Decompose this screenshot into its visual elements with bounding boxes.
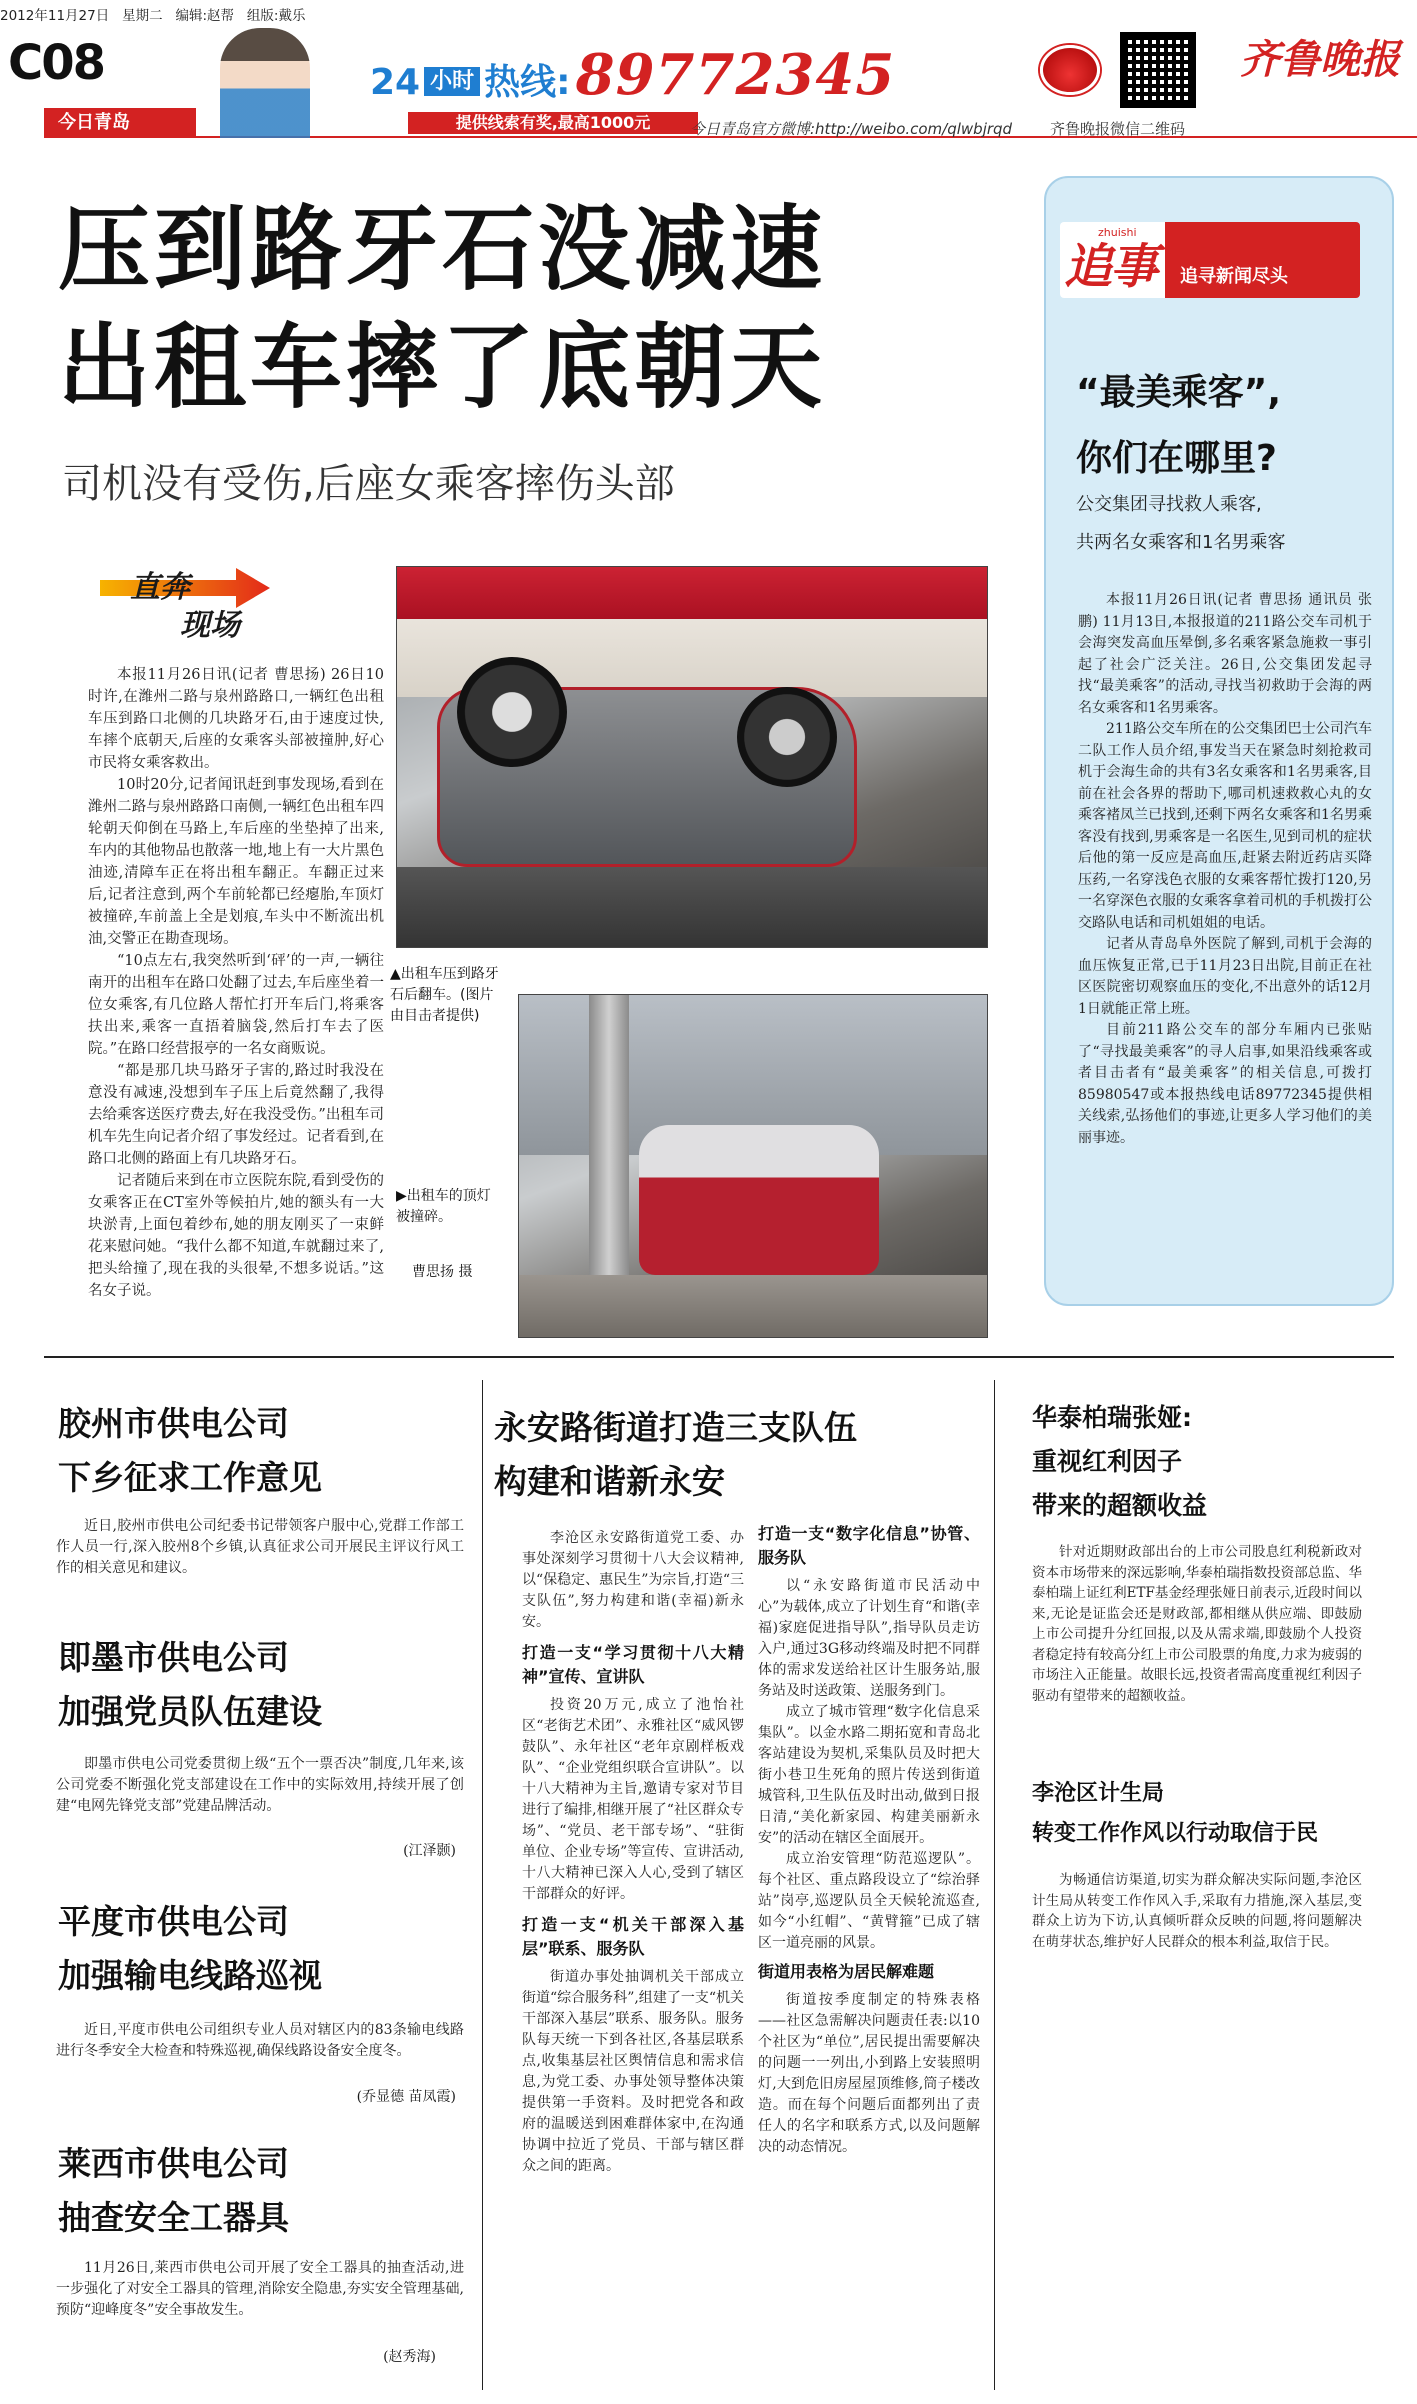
col3-item2-paragraph: 为畅通信访渠道,切实为群众解决实际问题,李沧区计生局从转变工作作风入手,采取有力措施,深入基层,变群众上访为下访,认真倾听群众反映的问题,将问题解决在萌芽状态,维护好人民群众的根本利益,取信于民。	[1032, 1872, 1362, 1950]
qr-code-icon	[1120, 32, 1196, 108]
page-number: C08	[8, 35, 105, 91]
photo-road	[397, 867, 988, 948]
side-paragraph: 本报11月26日讯(记者 曹思扬 通讯员 张鹏) 11月13日,本报报道的211路公交车司机于会海突发高血压晕倒,多名乘客紧急施救一事引起了社会广泛关注。26日,公交集团发起寻找“最美乘客”的活动,寻找当初救助于会海的两名女乘客和1名男乘客。	[1078, 592, 1372, 716]
col3-item2-body	[1032, 1870, 1362, 1952]
side-title-line1: “最美乘客”,	[1076, 372, 1281, 413]
col-divider-2	[994, 1380, 995, 2390]
col2-paragraph: 投资20万元,成立了池怡社区“老街艺术团”、永雅社区“威风锣鼓队”、永年社区“老年京剧样板戏队”、“企业党组织联合宣讲队”。以十八大精神为主旨,邀请专家对节目进行了编排,相继开展了“社区群众专场”、“党员、老干部专场”、“驻街单位、企业专场”等宣传、宣讲活动,十八大精神已深入人心,受到了辖区干部群众的好评。	[522, 1697, 744, 1902]
side-body	[1078, 590, 1372, 1300]
header-dateline	[0, 4, 305, 24]
col-divider-1	[482, 1380, 483, 2390]
col1-item4-body	[56, 2258, 464, 2321]
editor-text: 编辑:赵帮	[175, 8, 235, 24]
lead-body	[88, 664, 384, 1336]
lead-paragraph: 记者随后来到在市立医院东院,看到受伤的女乘客正在CT室外等候拍片,她的额头有一大块淤青,上面包着纱布,她的朋友刚买了一束鲜花来慰问她。“我什么都不知道,车就翻过来了,把头给撞了,现在我的头很晕,不想多说话。”这名女子说。	[88, 1173, 384, 1299]
col2-paragraph: 成立治安管理“防范巡逻队”。每个社区、重点路段设立了“综治驿站”岗亭,巡逻队员全天候轮流巡查,如今“小红帽”、“黄臂箍”已成了辖区一道亮丽的风景。	[758, 1851, 980, 1951]
photo-damaged-taxi	[518, 994, 988, 1338]
col3-item1-title2: 重视红利因子	[1032, 1447, 1183, 1476]
col2-paragraph: 以“永安路街道市民活动中心”为载体,成立了计划生育“和谐(幸福)家庭促进指导队”,指导队员走访入户,通过3G移动终端及时把不同群体的需求发送给社区计生服务站,服务站及时送政策、送服务到门。	[758, 1578, 980, 1699]
col1-item4-title2: 抽查安全工器具	[58, 2198, 289, 2237]
photo-wheel-left	[457, 657, 567, 767]
photo-caption-2: ▶出租车的顶灯被撞碎。	[396, 1188, 491, 1225]
newspaper-brand: 齐鲁晚报	[1240, 36, 1400, 83]
col1-item2-title2: 加强党员队伍建设	[58, 1692, 322, 1731]
side-logo-pinyin: zhuishi	[1098, 226, 1137, 239]
phone-icon	[1040, 45, 1100, 95]
hotline-text: 热线:	[484, 62, 571, 103]
photo-overturned-taxi	[396, 566, 988, 948]
photo-caption-1: ▲出租车压到路牙石后翻车。(图片由目击者提供)	[390, 966, 499, 1024]
col3-item1-body	[1032, 1542, 1362, 1706]
col2	[494, 1392, 988, 2392]
col3-item1-paragraph: 针对近期财政部出台的上市公司股息红利税新政对资本市场带来的深远影响,华泰柏瑞指数投资部总监、华泰柏瑞上证红利ETF基金经理张娅日前表示,近段时间以来,无论是证监会还是财政部,都相继从供应端、即鼓励上市公司提升分红回报,以及从需求端,即鼓励个人投资者稳定持有较高分红上市公司股票的角度,力求为疲弱的市场注入正能量。故眼长远,投资者需高度重视红利因子驱动有望带来的超额收益。	[1032, 1544, 1362, 1704]
col2-subhead: 街道用表格为居民解难题	[758, 1962, 935, 1981]
col1-item1-paragraph: 近日,胶州市供电公司纪委书记带领客户服中心,党群工作部工作人员一行,深入胶州8个乡镇,认真征求公司开展民主评议行风工作的相关意见和建议。	[56, 1518, 464, 1576]
weekday-text: 星期二	[122, 8, 163, 24]
col1-item2-body	[56, 1754, 464, 1817]
col1-item1-body	[56, 1516, 464, 1579]
col2-subhead: 打造一支“学习贯彻十八大精神”宣传、宣讲队	[522, 1643, 744, 1686]
section-label: 今日青岛	[58, 112, 130, 133]
lead-title-line1: 压到路牙石没减速	[58, 196, 827, 303]
col3-item1-title1: 华泰柏瑞张娅:	[1032, 1403, 1192, 1432]
col1	[56, 1392, 476, 2392]
scene-logo	[100, 552, 280, 642]
layout-text: 组版:戴乐	[246, 8, 306, 24]
lead-paragraph: “都是那几块马路牙子害的,路过时我没在意没有减速,没想到车子压上后竟然翻了,我得去给乘客送医疗费去,好在我没受伤。”出租车司机车先生向记者介绍了事发经过。记者看到,在路口北侧的路面上有几块路牙石。	[88, 1063, 384, 1167]
side-logo-slogan: 追寻新闻尽头	[1180, 266, 1288, 287]
photo-caption-2-credit: 曹思扬 摄	[412, 1264, 473, 1280]
col3	[1032, 1392, 1394, 2392]
col3-item1-title3: 带来的超额收益	[1032, 1491, 1208, 1520]
col2-paragraph: 街道按季度制定的特殊表格——社区急需解决问题责任表:以10个社区为“单位”,居民提出需要解决的问题一一列出,小到路上安装照明灯,大到危旧房屋屋顶维修,筒子楼改造。而在每个问题后面都列出了责任人的名字和联系方式,以及问题解决的动态情况。	[758, 1992, 980, 2155]
side-paragraph: 记者从青岛阜外医院了解到,司机于会海的血压恢复正常,已于11月23日出院,目前正在社区医院密切观察血压的变化,不出意外的话12月1日就能正常上班。	[1078, 936, 1372, 1017]
side-logo-main: 追事	[1064, 239, 1157, 295]
photo-red-taxi	[639, 1125, 879, 1275]
col1-item2-sig: (江泽颢)	[403, 1843, 456, 1859]
col1-item2-title1: 即墨市供电公司	[58, 1638, 289, 1677]
lead-subtitle: 司机没有受伤,后座女乘客摔伤头部	[62, 461, 675, 507]
photo-wheel-right	[737, 687, 837, 787]
col1-item3-title1: 平度市供电公司	[58, 1902, 289, 1941]
col1-item1-title1: 胶州市供电公司	[58, 1404, 289, 1443]
section-divider	[44, 1356, 1394, 1358]
hotline-sub-text: 提供线索有奖,最高1000元	[455, 113, 651, 132]
side-sub-line1: 公交集团寻找救人乘客,	[1076, 494, 1262, 515]
col1-item4-title1: 莱西市供电公司	[58, 2144, 289, 2183]
photo-pavement	[519, 1275, 988, 1338]
lead-paragraph: 本报11月26日讯(记者 曹思扬) 26日10时许,在潍州二路与泉州路路口,一辆红色出租车压到路口北侧的几块路牙石,由于速度过快,车摔个底朝天,后座的女乘客头部被撞肿,好心市民将女乘客救出。	[88, 667, 384, 771]
scene-logo-word2: 现场	[180, 608, 240, 643]
section-tab	[44, 108, 196, 138]
operator-figure	[220, 28, 310, 138]
wechat-text: 齐鲁晚报微信二维码	[1050, 120, 1186, 138]
hotline-block	[370, 42, 895, 108]
hotline-hour: 小时	[424, 67, 480, 96]
weibo-text: 今日青岛官方微博:http://weibo.com/qlwbjrqd	[690, 120, 1013, 138]
hotline-sub	[408, 112, 698, 134]
col1-item4-paragraph: 11月26日,莱西市供电公司开展了安全工器具的抽查活动,进一步强化了对安全工器具的管理,消除安全隐患,夯实安全管理基础,预防“迎峰度冬”安全事故发生。	[56, 2260, 464, 2318]
col2-title-line1: 永安路街道打造三支队伍	[494, 1408, 857, 1447]
col2-left-column	[522, 1528, 744, 2388]
col2-paragraph: 街道办事处抽调机关干部成立街道“综合服务科”,组建了一支“机关干部深入基层”联系、服务队。服务队每天统一下到各社区,各基层联系点,收集基层社区舆情信息和需求信息,为党工委、办事处领导整体决策提供第一手资料。及时把党各和政府的温暖送到困难群体家中,在沟通协调中拉近了党员、干部与辖区群众之间的距离。	[522, 1969, 744, 2174]
col3-item2-title1: 李沧区计生局	[1032, 1781, 1165, 1806]
col1-item3-paragraph: 近日,平度市供电公司组织专业人员对辖区内的83条输电线路进行冬季安全大检查和特殊巡视,确保线路设备安全度冬。	[56, 2022, 464, 2059]
col2-right-column	[758, 1522, 980, 2388]
side-paragraph: 211路公交车所在的公交集团巴士公司汽车二队工作人员介绍,事发当天在紧急时刻抢救司机于会海生命的共有3名女乘客和1名男乘客,目前在社会各界的帮助下,哪司机速救救心丸的女乘客褚凤兰已找到,还剩下两名女乘客和1名男乘客没有找到,男乘客是一名医生,见到司机的症状后他的第一反应是高血压,赶紧去附近药店买降压药,一名穿浅色衣服的女乘客帮忙拨打120,另一名穿深色衣服的女乘客拿着司机的手机拨打公交路队电话和司机姐姐的电话。	[1078, 721, 1372, 931]
col1-item1-title2: 下乡征求工作意见	[58, 1458, 322, 1497]
lead-paragraph: 10时20分,记者闻讯赶到事发现场,看到在潍州二路与泉州路路口南侧,一辆红色出租车四轮朝天仰倒在马路上,车后座的坐垫掉了出来,车内的其他物品也散落一地,地上有一大片黑色油迹,清障车正在将出租车翻正。车翻正过来后,记者注意到,两个车前轮都已经瘪胎,车顶灯被撞碎,车前盖上全是划痕,车头中不断流出机油,交警正在勘查现场。	[88, 777, 384, 947]
col1-item4-sig: (赵秀海)	[383, 2349, 436, 2365]
side-title-line2: 你们在哪里?	[1076, 438, 1277, 479]
col1-item3-body	[56, 2020, 464, 2062]
date-text: 2012年11月27日	[0, 8, 110, 24]
hotline-24: 24	[370, 62, 421, 103]
side-logo	[1060, 222, 1360, 298]
lead-paragraph: “10点左右,我突然听到‘砰’的一声,一辆往南开的出租车在路口处翻了过去,车后座坐着一位女乘客,有几位路人帮忙打开车后门,将乘客扶出来,乘客一直捂着脑袋,然后打车去了医院。”在路口经营报亭的一名女商贩说。	[88, 953, 384, 1057]
col2-paragraph: 成立了城市管理“数字化信息采集队”。以金水路二期拓宽和青岛北客站建设为契机,采集队员及时把大街小巷卫生死角的照片传送到街道城管科,卫生队伍及时出动,做到日报日清,“美化新家园、构建美丽新永安”的活动在辖区全面展开。	[758, 1704, 980, 1846]
col2-paragraph: 李沧区永安路街道党工委、办事处深刻学习贯彻十八大会议精神,以“保稳定、惠民生”为宗旨,打造“三支队伍”,努力构建和谐(幸福)新永安。	[522, 1530, 744, 1630]
scene-logo-word1: 直奔	[130, 570, 190, 605]
side-paragraph: 目前211路公交车的部分车厢内已张贴了“寻找最美乘客”的寻人启事,如果沿线乘客或者目击者有“最美乘客”的相关信息,可拨打85980547或本报热线电话89772345提供相关线索,弘扬他们的事迹,让更多人学习他们的美丽事迹。	[1078, 1022, 1372, 1146]
col2-subhead: 打造一支“数字化信息”协管、服务队	[758, 1524, 980, 1567]
col1-item3-sig: (乔显德 苗凤霞)	[356, 2089, 456, 2105]
col2-title-line2: 构建和谐新永安	[494, 1462, 725, 1501]
hotline-number: 89772345	[575, 42, 896, 108]
col1-item3-title2: 加强输电线路巡视	[58, 1956, 322, 1995]
col1-item2-paragraph: 即墨市供电公司党委贯彻上级“五个一票否决”制度,几年来,该公司党委不断强化党支部建设在工作中的实际效用,持续开展了创建“电网先锋党支部”党建品牌活动。	[56, 1756, 464, 1814]
lead-title-line2: 出租车摔了底朝天	[58, 314, 827, 421]
col3-item2-title2: 转变工作作风以行动取信于民	[1032, 1821, 1319, 1846]
side-sub-line2: 共两名女乘客和1名男乘客	[1076, 532, 1286, 553]
col2-subhead: 打造一支“机关干部深入基层”联系、服务队	[522, 1915, 744, 1958]
